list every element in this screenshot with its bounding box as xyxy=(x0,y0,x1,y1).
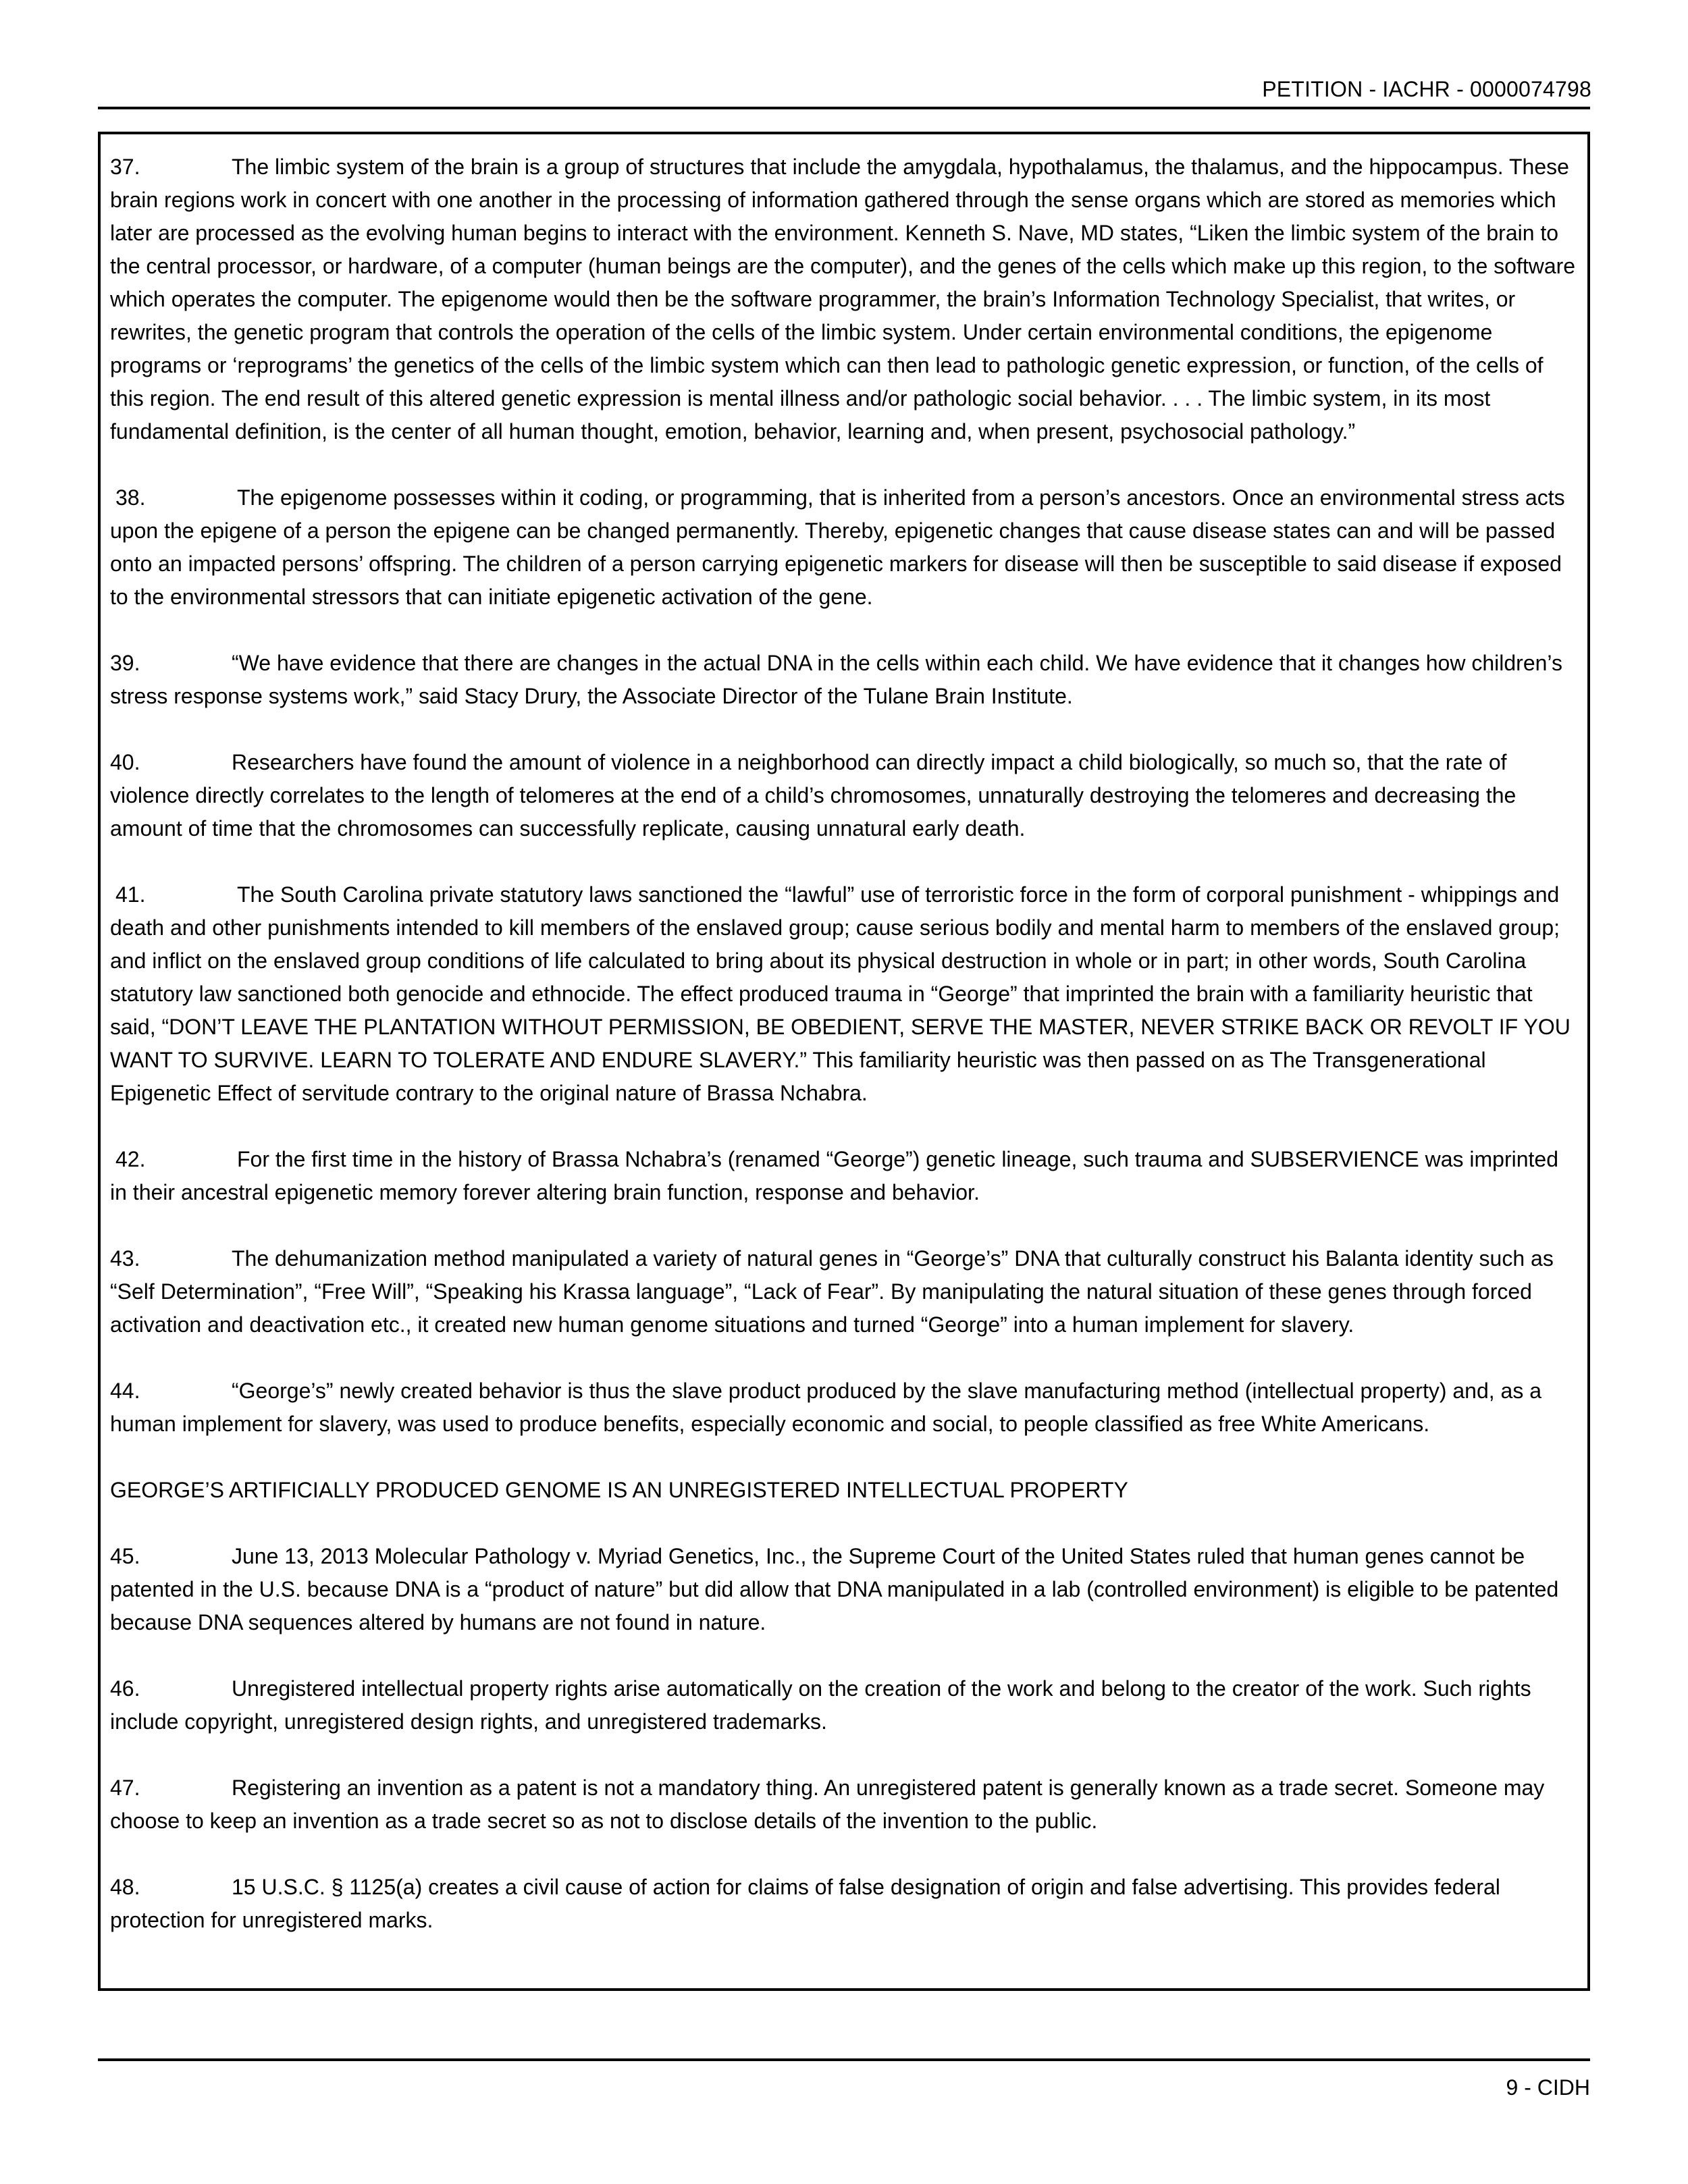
paragraph-number: 41. xyxy=(115,882,146,907)
paragraph-number: 42. xyxy=(115,1147,146,1171)
paragraph-number: 37. xyxy=(110,155,140,179)
paragraph-text: Unregistered intellectual property rights arise automatically on the creation of the work and belong to the creator of the work. Such rights include copyright, unregistered design rights, and unregistered trademarks. xyxy=(110,1676,1531,1734)
content-box xyxy=(98,132,1590,1991)
paragraph-text: June 13, 2013 Molecular Pathology v. Myriad Genetics, Inc., the Supreme Court of the United States ruled that human genes cannot be patented in the U.S. because DNA is a “product of nature” but did allow that DNA manipulated in a lab (controlled environment) is eligible to be patented because DNA sequences altered by humans are not found in nature. xyxy=(110,1544,1559,1634)
paragraph-number: 43. xyxy=(110,1246,140,1271)
paragraph-43 xyxy=(110,1242,1578,1341)
paragraph-41 xyxy=(110,878,1578,1110)
page-header-title: PETITION - IACHR - 0000074798 xyxy=(1262,77,1591,101)
paragraph-47 xyxy=(110,1772,1578,1838)
footer-divider xyxy=(98,2058,1590,2061)
paragraph-46 xyxy=(110,1672,1578,1738)
paragraph-text: “We have evidence that there are changes in the actual DNA in the cells within each child. We have evidence that it changes how children’s stress response systems work,” said Stacy Drury, the Associate Director of the Tulane Brain Institute. xyxy=(110,651,1562,708)
paragraph-text: The limbic system of the brain is a group of structures that include the amygdala, hypothalamus, the thalamus, and the hippocampus. These brain regions work in concert with one another in the processing of information gathered through the sense organs which are stored as memories which later are processed as the evolving human begins to interact with the environment. Kenneth S. Nave, MD states, “Liken the limbic system of the brain to the central processor, or hardware, of a computer (human beings are the computer), and the genes of the cells which make up this region, to the software which operates the computer. The epigenome would then be the software programmer, the brain’s Information Technology Specialist, that writes, or rewrites, the genetic program that controls the operation of the cells of the limbic system. Under certain environmental conditions, the epigenome programs or ‘reprograms’ the genetics of the cells of the limbic system which can then lead to pathologic genetic expression, or function, of the cells of this region. The end result of this altered genetic expression is mental illness and/or pathologic social behavior. . . . The limbic system, in its most fundamental definition, is the center of all human thought, emotion, behavior, learning and, when present, psychosocial pathology.” xyxy=(110,155,1576,444)
paragraph-number: 47. xyxy=(110,1776,140,1800)
paragraph-text: Researchers have found the amount of violence in a neighborhood can directly impact a child biologically, so much so, that the rate of violence directly correlates to the length of telomeres at the end of a child’s chromosomes, unnaturally destroying the telomeres and decreasing the amount of time that the chromosomes can successfully replicate, causing unnatural early death. xyxy=(110,750,1516,841)
paragraph-text: The epigenome possesses within it coding, or programming, that is inherited from a person’s ancestors. Once an environmental stress acts upon the epigene of a person the epigene can be changed permanently. Thereby, epigenetic changes that cause disease states can and will be passed onto an impacted persons’ offspring. The children of a person carrying epigenetic markers for disease will then be susceptible to said disease if exposed to the environmental stressors that can initiate epigenetic activation of the gene. xyxy=(110,485,1565,609)
paragraph-text: The dehumanization method manipulated a variety of natural genes in “George’s” DNA that culturally construct his Balanta identity such as “Self Determination”, “Free Will”, “Speaking his Krassa language”, “Lack of Fear”. By manipulating the natural situation of these genes through forced activation and deactivation etc., it created new human genome situations and turned “George” into a human implement for slavery. xyxy=(110,1246,1554,1337)
page-number: 9 - CIDH xyxy=(1506,2075,1590,2100)
paragraph-number: 38. xyxy=(115,485,146,510)
paragraph-number: 40. xyxy=(110,750,140,774)
paragraph-number: 48. xyxy=(110,1875,140,1899)
paragraph-number: 44. xyxy=(110,1379,140,1403)
paragraph-text: “George’s” newly created behavior is thus the slave product produced by the slave manufacturing method (intellectual property) and, as a human implement for slavery, was used to produce benefits, especially economic and social, to people classified as free White Americans. xyxy=(110,1379,1542,1436)
paragraph-text: For the first time in the history of Brassa Nchabra’s (renamed “George”) genetic lineage, such trauma and SUBSERVIENCE was imprinted in their ancestral epigenetic memory forever altering brain function, response and behavior. xyxy=(110,1147,1558,1204)
paragraph-text: 15 U.S.C. § 1125(a) creates a civil cause of action for claims of false designation of origin and false advertising. This provides federal protection for unregistered marks. xyxy=(110,1875,1500,1932)
paragraph-39 xyxy=(110,647,1578,713)
paragraph-number: 46. xyxy=(110,1676,140,1701)
header-divider xyxy=(98,107,1590,109)
paragraph-42 xyxy=(110,1143,1578,1209)
paragraph-40 xyxy=(110,746,1578,845)
paragraph-45 xyxy=(110,1540,1578,1639)
paragraph-number: 45. xyxy=(110,1544,140,1568)
paragraph-text: The South Carolina private statutory laws sanctioned the “lawful” use of terroristic force in the form of corporal punishment - whippings and death and other punishments intended to kill members of the enslaved group; cause serious bodily and mental harm to members of the enslaved group; and inflict on the enslaved group conditions of life calculated to bring about its physical destruction in whole or in part; in other words, South Carolina statutory law sanctioned both genocide and ethnocide. The effect produced trauma in “George” that imprinted the brain with a familiarity heuristic that said, “DON’T LEAVE THE PLANTATION WITHOUT PERMISSION, BE OBEDIENT, SERVE THE MASTER, NEVER STRIKE BACK OR REVOLT IF YOU WANT TO SURVIVE. LEARN TO TOLERATE AND ENDURE SLAVERY.” This familiarity heuristic was then passed on as The Transgenerational Epigenetic Effect of servitude contrary to the original nature of Brassa Nchabra. xyxy=(110,882,1571,1105)
paragraph-number: 39. xyxy=(110,651,140,675)
section-heading: GEORGE’S ARTIFICIALLY PRODUCED GENOME IS AN UNREGISTERED INTELLECTUAL PROPERTY xyxy=(110,1478,1128,1502)
paragraph-44 xyxy=(110,1375,1578,1441)
paragraph-37 xyxy=(110,151,1578,448)
paragraph-text: Registering an invention as a patent is not a mandatory thing. An unregistered patent is generally known as a trade secret. Someone may choose to keep an invention as a trade secret so as not to disclose details of the invention to the public. xyxy=(110,1776,1545,1833)
paragraph-48 xyxy=(110,1871,1578,1937)
paragraph-38 xyxy=(110,481,1578,614)
